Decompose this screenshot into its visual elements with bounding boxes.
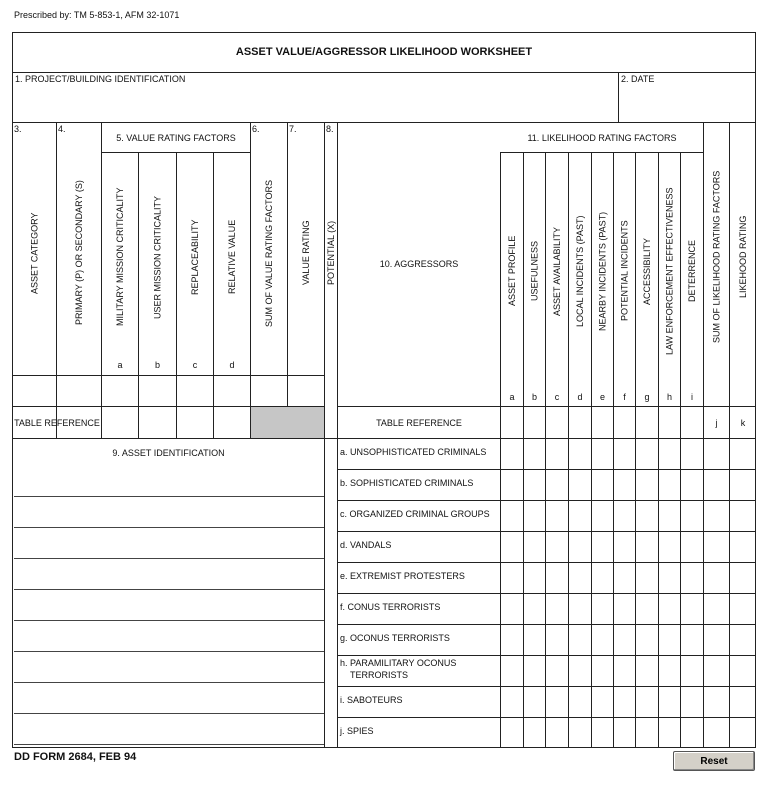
sum-value-input[interactable] [251, 376, 287, 406]
replaceability-header: REPLACEABILITY [190, 219, 200, 295]
accessibility-header: ACCESSIBILITY [642, 237, 652, 305]
table-reference-label: TABLE REFERENCE [14, 417, 100, 428]
writing-line [14, 558, 324, 559]
aggressor-row-label: c. ORGANIZED CRIMINAL GROUPS [340, 509, 490, 519]
table-reference-label: TABLE REFERENCE [376, 417, 462, 428]
potential-input-cell[interactable] [325, 594, 337, 624]
value-factor-letter: b [154, 360, 160, 370]
rating-input-cell[interactable] [704, 501, 729, 531]
rating-input-cell[interactable] [524, 439, 545, 469]
writing-line [14, 651, 324, 652]
rating-input-cell[interactable] [636, 563, 658, 593]
rating-input-cell[interactable] [546, 656, 568, 686]
relative-value-header: RELATIVE VALUE [227, 219, 237, 295]
rating-input-cell[interactable] [592, 376, 613, 406]
likelihood-factor-letter: f [623, 392, 626, 402]
col-8-number: 8. [326, 124, 334, 134]
rating-input-cell[interactable] [524, 563, 545, 593]
rating-input-cell[interactable] [614, 687, 635, 717]
rating-input-cell[interactable] [569, 376, 591, 406]
rating-input-cell[interactable] [592, 594, 613, 624]
rating-input-cell[interactable] [501, 532, 523, 562]
primary-secondary-input[interactable] [57, 376, 101, 406]
potential-input-cell[interactable] [325, 501, 337, 531]
rating-input-cell[interactable] [730, 470, 756, 500]
rating-input-cell[interactable] [501, 563, 523, 593]
rating-input-cell[interactable] [614, 407, 635, 438]
rating-input-cell[interactable] [730, 625, 756, 655]
rating-input-cell[interactable] [546, 718, 568, 748]
project-label: 1. PROJECT/BUILDING IDENTIFICATION [15, 74, 186, 84]
writing-line [14, 713, 324, 714]
rating-input-cell[interactable] [614, 563, 635, 593]
rating-input-cell[interactable] [524, 718, 545, 748]
value-factor-letter: a [117, 360, 123, 370]
form-number: DD FORM 2684, FEB 94 [14, 751, 137, 763]
usefulness-header: USEFULNESS [529, 240, 540, 302]
rating-input-cell[interactable] [704, 532, 729, 562]
rating-input-cell[interactable] [501, 501, 523, 531]
rating-input-cell[interactable] [614, 439, 635, 469]
likelihood-factor-letter: a [509, 392, 515, 402]
likelihood-factor-letter: e [599, 392, 605, 402]
asset-identification-field[interactable] [13, 466, 324, 746]
shaded-cell [251, 407, 324, 438]
rating-input-cell[interactable] [704, 687, 729, 717]
potential-input-cell[interactable] [325, 687, 337, 717]
rating-input-cell[interactable] [614, 718, 635, 748]
asset-identification-label: 9. ASSET IDENTIFICATION [112, 448, 225, 458]
rating-input-cell[interactable] [659, 718, 680, 748]
rating-input-cell[interactable] [659, 594, 680, 624]
rating-input-cell[interactable] [524, 687, 545, 717]
rating-input-cell[interactable] [569, 625, 591, 655]
rating-input-cell[interactable] [569, 718, 591, 748]
rating-input-cell[interactable] [614, 532, 635, 562]
rating-input-cell[interactable] [546, 501, 568, 531]
rating-input-cell[interactable] [681, 594, 703, 624]
rating-input-cell[interactable] [636, 501, 658, 531]
aggressor-row-label: i. SABOTEURS [340, 695, 403, 705]
rating-input-cell[interactable] [636, 625, 658, 655]
rating-input-cell[interactable] [524, 532, 545, 562]
rating-input-cell[interactable] [569, 501, 591, 531]
rating-input-cell[interactable] [659, 439, 680, 469]
rating-input-cell[interactable] [614, 470, 635, 500]
writing-line [14, 620, 324, 621]
deterrence-header: DETERRENCE [687, 240, 697, 303]
rating-input-cell[interactable] [636, 594, 658, 624]
potential-input-cell[interactable] [325, 563, 337, 593]
rating-input-cell[interactable] [704, 439, 729, 469]
potential-input-cell[interactable] [325, 532, 337, 562]
writing-line [14, 682, 324, 683]
likelihood-factor-letter: h [666, 392, 672, 402]
rating-input-cell[interactable] [730, 501, 756, 531]
value-rating-factors-header: 5. VALUE RATING FACTORS [116, 132, 236, 143]
aggressor-row-label: g. OCONUS TERRORISTS [340, 633, 450, 643]
column-letter-k: k [740, 417, 746, 428]
rating-input-cell[interactable] [659, 532, 680, 562]
asset-availability-header: ASSET AVAILABILITY [552, 226, 562, 316]
potential-input-cell[interactable] [325, 470, 337, 500]
writing-line [14, 496, 324, 497]
date-label: 2. DATE [621, 74, 655, 84]
rating-input-cell[interactable] [681, 718, 703, 748]
rating-input-cell[interactable] [681, 470, 703, 500]
rating-input-cell[interactable] [659, 563, 680, 593]
rating-input-cell[interactable] [546, 594, 568, 624]
rating-input-cell[interactable] [592, 718, 613, 748]
rating-input-cell[interactable] [681, 376, 703, 406]
rating-input-cell[interactable] [636, 376, 658, 406]
rating-input-cell[interactable] [524, 501, 545, 531]
rating-input-cell[interactable] [614, 501, 635, 531]
rating-input-cell[interactable] [524, 376, 545, 406]
aggressor-row-label: e. EXTREMIST PROTESTERS [340, 571, 465, 581]
rating-input-cell[interactable] [704, 656, 729, 686]
rating-input-cell[interactable] [636, 656, 658, 686]
rating-input-cell[interactable] [614, 594, 635, 624]
rating-input-cell[interactable] [546, 407, 568, 438]
rating-input-cell[interactable] [501, 376, 523, 406]
rating-input-cell[interactable] [659, 501, 680, 531]
rating-input-cell[interactable] [524, 594, 545, 624]
local-incidents-header: LOCAL INCIDENTS (PAST) [575, 215, 585, 327]
rating-input-cell[interactable] [592, 439, 613, 469]
rating-input-cell[interactable] [524, 470, 545, 500]
law-enforcement-effectiveness-header: LAW ENFORCEMENT EFFECTIVENESS [664, 187, 675, 355]
rating-input-cell[interactable] [681, 687, 703, 717]
rating-input-cell[interactable] [592, 687, 613, 717]
likelihood-rating-header: LIKEHOOD RATING [738, 215, 748, 299]
rating-input-cell[interactable] [659, 470, 680, 500]
rating-input-cell[interactable] [592, 501, 613, 531]
rating-input-cell[interactable] [659, 687, 680, 717]
rating-input-cell[interactable] [681, 532, 703, 562]
user-mission-criticality-header: USER MISSION CRITICALITY [152, 195, 163, 319]
value-rating-input[interactable] [288, 376, 324, 406]
sum-value-rating-factors-header: SUM OF VALUE RATING FACTORS [264, 179, 274, 327]
aggressor-row-label: j. SPIES [340, 726, 374, 736]
rating-input-cell[interactable] [636, 407, 658, 438]
divider [101, 152, 250, 153]
rating-input-cell[interactable] [614, 656, 635, 686]
likelihood-factor-letter: c [554, 392, 560, 402]
rating-input-cell[interactable] [592, 532, 613, 562]
rating-input-cell[interactable] [501, 594, 523, 624]
likelihood-factor-letter: b [531, 392, 537, 402]
likelihood-factor-letter: i [691, 392, 693, 402]
rating-input-cell[interactable] [681, 501, 703, 531]
rating-input-cell[interactable] [681, 439, 703, 469]
rating-input-cell[interactable] [614, 625, 635, 655]
rating-input-cell[interactable] [636, 439, 658, 469]
rating-input-cell[interactable] [636, 470, 658, 500]
rating-input-cell[interactable] [546, 439, 568, 469]
likelihood-factor-letter: d [577, 392, 583, 402]
divider [12, 438, 338, 439]
rating-input-cell[interactable] [569, 407, 591, 438]
col-3-number: 3. [14, 124, 22, 134]
rating-input-cell[interactable] [704, 625, 729, 655]
rating-input-cell[interactable] [592, 407, 613, 438]
value-factor-letter: c [192, 360, 198, 370]
potential-input-cell[interactable] [325, 439, 337, 469]
rating-input-cell[interactable] [546, 532, 568, 562]
rating-input-cell[interactable] [592, 470, 613, 500]
rating-input-cell[interactable] [730, 656, 756, 686]
asset-profile-header: ASSET PROFILE [507, 235, 517, 307]
sum-likelihood-rating-factors-header: SUM OF LIKELIHOOD RATING FACTORS [711, 170, 722, 344]
rating-input-cell[interactable] [569, 687, 591, 717]
col-4-number: 4. [58, 124, 66, 134]
rating-input-cell[interactable] [704, 563, 729, 593]
aggressor-row-label: f. CONUS TERRORISTS [340, 602, 441, 612]
rating-input-cell[interactable] [501, 718, 523, 748]
primary-secondary-header: PRIMARY (P) OR SECONDARY (S) [74, 180, 84, 326]
rating-input-cell[interactable] [704, 718, 729, 748]
reset-button[interactable]: Reset [673, 751, 755, 771]
rating-input-cell[interactable] [569, 532, 591, 562]
value-factor-a-input[interactable] [102, 376, 138, 406]
rating-input-cell[interactable] [659, 376, 680, 406]
writing-line [14, 589, 324, 590]
rating-input-cell[interactable] [546, 470, 568, 500]
rating-input-cell[interactable] [501, 407, 523, 438]
potential-incidents-header: POTENTIAL INCIDENTS [619, 220, 630, 322]
aggressor-row-label: b. SOPHISTICATED CRIMINALS [340, 478, 474, 488]
rating-input-cell[interactable] [681, 407, 703, 438]
prescribed-by: Prescribed by: TM 5-853-1, AFM 32-1071 [14, 10, 180, 20]
value-factor-c-input[interactable] [177, 376, 213, 406]
rating-input-cell[interactable] [569, 594, 591, 624]
rating-input-cell[interactable] [592, 656, 613, 686]
value-factor-b-input[interactable] [139, 376, 176, 406]
rating-input-cell[interactable] [730, 687, 756, 717]
aggressors-header: 10. AGGRESSORS [379, 259, 459, 269]
aggressor-row-label: h. PARAMILITARY OCONUS [340, 658, 457, 668]
asset-category-input[interactable] [13, 376, 56, 406]
rating-input-cell[interactable] [659, 407, 680, 438]
rating-input-cell[interactable] [636, 687, 658, 717]
rating-input-cell[interactable] [501, 470, 523, 500]
writing-line [14, 744, 324, 745]
rating-input-cell[interactable] [730, 532, 756, 562]
aggressor-row-label-continued: TERRORISTS [350, 670, 409, 680]
rating-input-cell[interactable] [501, 625, 523, 655]
rating-input-cell[interactable] [592, 563, 613, 593]
rating-input-cell[interactable] [546, 687, 568, 717]
rating-input-cell[interactable] [501, 439, 523, 469]
rating-input-cell[interactable] [546, 625, 568, 655]
rating-input-cell[interactable] [569, 656, 591, 686]
rating-input-cell[interactable] [501, 656, 523, 686]
col-7-number: 7. [289, 124, 297, 134]
rating-input-cell[interactable] [659, 656, 680, 686]
rating-input-cell[interactable] [681, 625, 703, 655]
rating-input-cell[interactable] [730, 563, 756, 593]
rating-input-cell[interactable] [704, 470, 729, 500]
value-factor-d-input[interactable] [214, 376, 250, 406]
nearby-incidents-header: NEARBY INCIDENTS (PAST) [597, 211, 608, 331]
aggressor-row-label: a. UNSOPHISTICATED CRIMINALS [340, 447, 487, 457]
asset-category-header: ASSET CATEGORY [29, 212, 40, 294]
rating-input-cell[interactable] [569, 439, 591, 469]
rating-input-cell[interactable] [501, 687, 523, 717]
rating-input-cell[interactable] [730, 718, 756, 748]
rating-input-cell[interactable] [524, 656, 545, 686]
column-letter-j: j [715, 417, 718, 428]
form-title: ASSET VALUE/AGGRESSOR LIKELIHOOD WORKSHEET [235, 46, 533, 58]
value-rating-header: VALUE RATING [301, 220, 311, 286]
rating-input-cell[interactable] [681, 656, 703, 686]
rating-input-cell[interactable] [569, 563, 591, 593]
likelihood-factor-letter: g [644, 392, 650, 402]
potential-input-cell[interactable] [325, 718, 337, 748]
rating-input-cell[interactable] [659, 625, 680, 655]
col-6-number: 6. [252, 124, 260, 134]
rating-input-cell[interactable] [569, 470, 591, 500]
potential-input-cell[interactable] [325, 656, 337, 686]
rating-input-cell[interactable] [681, 563, 703, 593]
rating-input-cell[interactable] [730, 439, 756, 469]
aggressor-row-label: d. VANDALS [340, 540, 392, 550]
rating-input-cell[interactable] [730, 594, 756, 624]
rating-input-cell[interactable] [636, 718, 658, 748]
rating-input-cell[interactable] [636, 532, 658, 562]
value-factor-letter: d [229, 360, 235, 370]
rating-input-cell[interactable] [524, 625, 545, 655]
divider [500, 152, 703, 153]
writing-line [14, 527, 324, 528]
likelihood-rating-factors-header: 11. LIKELIHOOD RATING FACTORS [527, 132, 677, 143]
rating-input-cell[interactable] [546, 563, 568, 593]
potential-input-cell[interactable] [325, 625, 337, 655]
potential-header: POTENTIAL (X) [326, 220, 336, 286]
rating-input-cell[interactable] [524, 407, 545, 438]
rating-input-cell[interactable] [546, 376, 568, 406]
rating-input-cell[interactable] [614, 376, 635, 406]
rating-input-cell[interactable] [592, 625, 613, 655]
military-mission-criticality-header: MILITARY MISSION CRITICALITY [115, 187, 125, 327]
rating-input-cell[interactable] [704, 594, 729, 624]
